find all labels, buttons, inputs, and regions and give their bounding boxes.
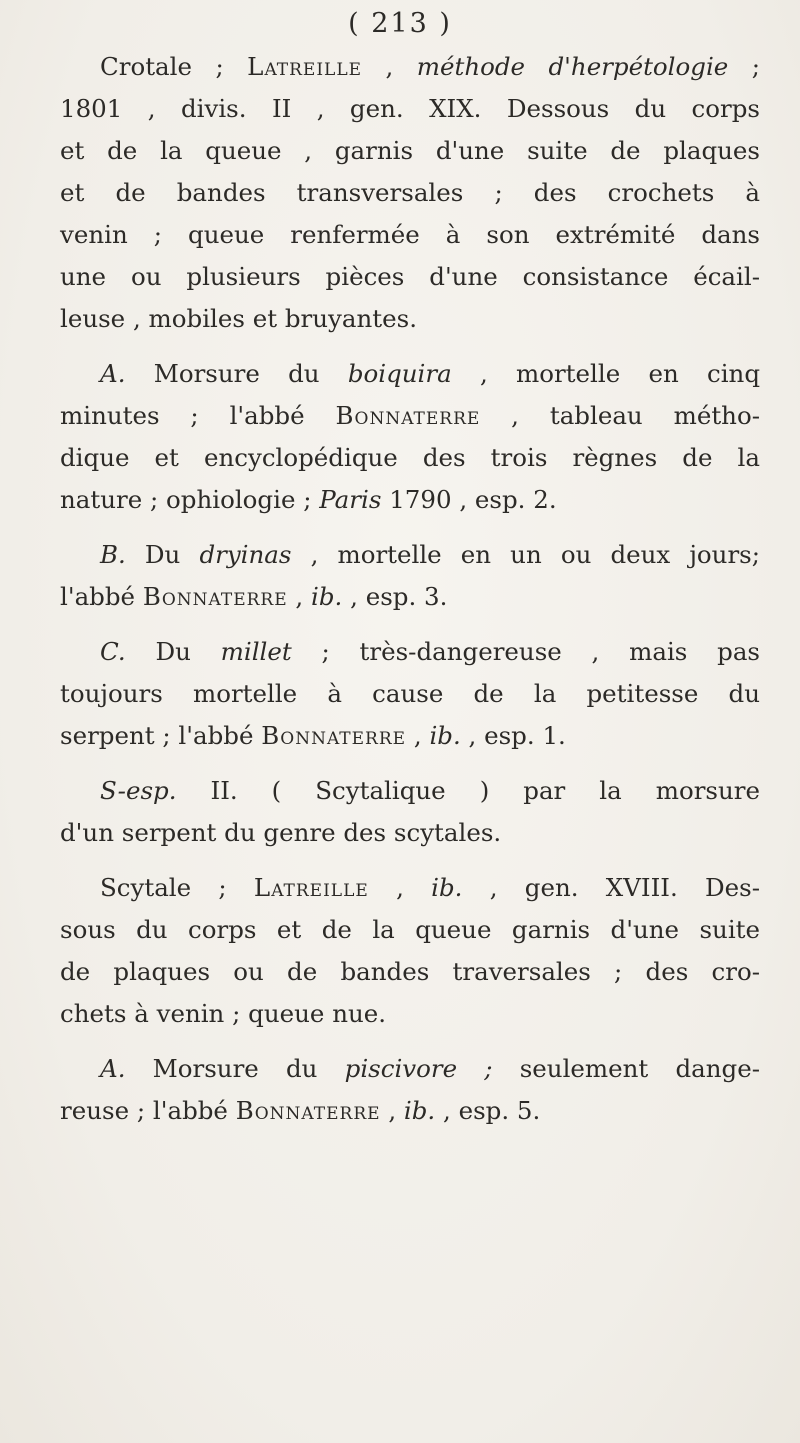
text-line bbox=[60, 1090, 760, 1132]
text-run: Morsure du bbox=[125, 1054, 345, 1083]
text-run: , mortelle en cinq bbox=[451, 359, 760, 388]
author-name: Bonnaterre bbox=[335, 401, 481, 430]
text-run: 1801 , divis. II , gen. XIX. Dessous du corps bbox=[60, 94, 760, 123]
text-line bbox=[60, 88, 760, 130]
text-line bbox=[60, 576, 760, 618]
text-run: et de bandes transversales ; des crochets à bbox=[60, 178, 760, 207]
page-body bbox=[60, 46, 760, 1145]
text-line bbox=[60, 534, 760, 576]
text-line bbox=[60, 909, 760, 951]
text-line bbox=[60, 631, 760, 673]
text-run: II. ( Scytalique ) par la morsure bbox=[176, 776, 760, 805]
text-run: minutes ; l'abbé bbox=[60, 401, 336, 430]
text-run: seulement dange- bbox=[492, 1054, 761, 1083]
text-run: Du bbox=[125, 540, 200, 569]
text-run: dique et encyclopédique des trois règnes de la bbox=[60, 443, 760, 472]
text-run: , bbox=[287, 582, 312, 611]
author-name: Bonnaterre bbox=[235, 1096, 381, 1125]
italic-term: A. bbox=[100, 1054, 126, 1083]
text-run: , tableau métho- bbox=[480, 401, 760, 430]
text-line bbox=[60, 395, 760, 437]
italic-term: dryinas bbox=[199, 540, 292, 569]
italic-term: ib. bbox=[431, 873, 463, 902]
paragraph-c-millet bbox=[60, 631, 760, 757]
text-run: , esp. 5. bbox=[435, 1096, 541, 1125]
text-line bbox=[60, 256, 760, 298]
text-run: reuse ; l'abbé bbox=[60, 1096, 236, 1125]
italic-term: S-esp. bbox=[100, 776, 177, 805]
text-line bbox=[60, 298, 760, 340]
italic-term: méthode d'herpétologie bbox=[416, 52, 729, 81]
text-run: , esp. 3. bbox=[342, 582, 448, 611]
text-line bbox=[60, 867, 760, 909]
text-run: sous du corps et de la queue garnis d'une suite bbox=[60, 915, 760, 944]
text-run: d'un serpent du genre des scytales. bbox=[60, 818, 502, 847]
text-run: , bbox=[380, 1096, 404, 1125]
text-line bbox=[60, 770, 760, 812]
paragraph-a-boiquira bbox=[60, 353, 760, 521]
text-run: , gen. XVIII. Des- bbox=[462, 873, 760, 902]
text-run: une ou plusieurs pièces d'une consistance écail- bbox=[60, 262, 760, 291]
text-line bbox=[60, 993, 760, 1035]
text-line bbox=[60, 437, 760, 479]
text-run: venin ; queue renfermée à son extrémité dans bbox=[60, 220, 760, 249]
text-line bbox=[60, 812, 760, 854]
italic-term: A. bbox=[100, 359, 126, 388]
page-number: ( 213 ) bbox=[348, 8, 452, 39]
text-run: leuse , mobiles et bruyantes. bbox=[60, 304, 417, 333]
italic-term: boiquira bbox=[347, 359, 452, 388]
text-run: chets à venin ; queue nue. bbox=[60, 999, 387, 1028]
text-line bbox=[60, 673, 760, 715]
text-run: nature ; ophiologie ; bbox=[60, 485, 320, 514]
author-name: Latreille bbox=[253, 873, 369, 902]
text-run: serpent ; l'abbé bbox=[60, 721, 262, 750]
text-line bbox=[60, 214, 760, 256]
paragraph-a-piscivore bbox=[60, 1048, 760, 1132]
paragraph-s-esp-ii bbox=[60, 770, 760, 854]
text-run: , bbox=[362, 52, 417, 81]
text-run: , esp. 1. bbox=[460, 721, 566, 750]
paragraph-crotale bbox=[60, 46, 760, 340]
text-run: ; bbox=[728, 52, 761, 81]
text-run: , bbox=[406, 721, 430, 750]
text-run: de plaques ou de bandes traversales ; des cro- bbox=[60, 957, 760, 986]
text-line bbox=[60, 951, 760, 993]
text-run: Crotale ; bbox=[100, 52, 248, 81]
italic-term: C. bbox=[100, 637, 126, 666]
italic-term: ib. bbox=[311, 582, 343, 611]
text-run: l'abbé bbox=[60, 582, 143, 611]
text-line bbox=[60, 46, 760, 88]
italic-term: Paris bbox=[319, 485, 382, 514]
text-run: Du bbox=[125, 637, 221, 666]
author-name: Latreille bbox=[247, 52, 363, 81]
text-line bbox=[60, 353, 760, 395]
text-run: , bbox=[368, 873, 432, 902]
paragraph-scytale bbox=[60, 867, 760, 1035]
italic-term: B. bbox=[100, 540, 126, 569]
text-line bbox=[60, 479, 760, 521]
text-run: Morsure du bbox=[125, 359, 348, 388]
italic-term: millet bbox=[220, 637, 292, 666]
text-line bbox=[60, 130, 760, 172]
text-run: ; très-dangereuse , mais pas bbox=[291, 637, 761, 666]
text-line bbox=[60, 172, 760, 214]
text-run: et de la queue , garnis d'une suite de plaques bbox=[60, 136, 760, 165]
paragraph-b-dryinas bbox=[60, 534, 760, 618]
author-name: Bonnaterre bbox=[261, 721, 407, 750]
text-run: 1790 , esp. 2. bbox=[381, 485, 557, 514]
text-line bbox=[60, 1048, 760, 1090]
italic-term: ib. bbox=[429, 721, 461, 750]
text-run: , mortelle en un ou deux jours; bbox=[291, 540, 761, 569]
italic-term: ib. bbox=[403, 1096, 436, 1125]
text-run: Scytale ; bbox=[100, 873, 254, 902]
text-run: toujours mortelle à cause de la petitesse du bbox=[60, 679, 760, 708]
author-name: Bonnaterre bbox=[142, 582, 288, 611]
text-line bbox=[60, 715, 760, 757]
italic-term: piscivore ; bbox=[344, 1054, 493, 1083]
